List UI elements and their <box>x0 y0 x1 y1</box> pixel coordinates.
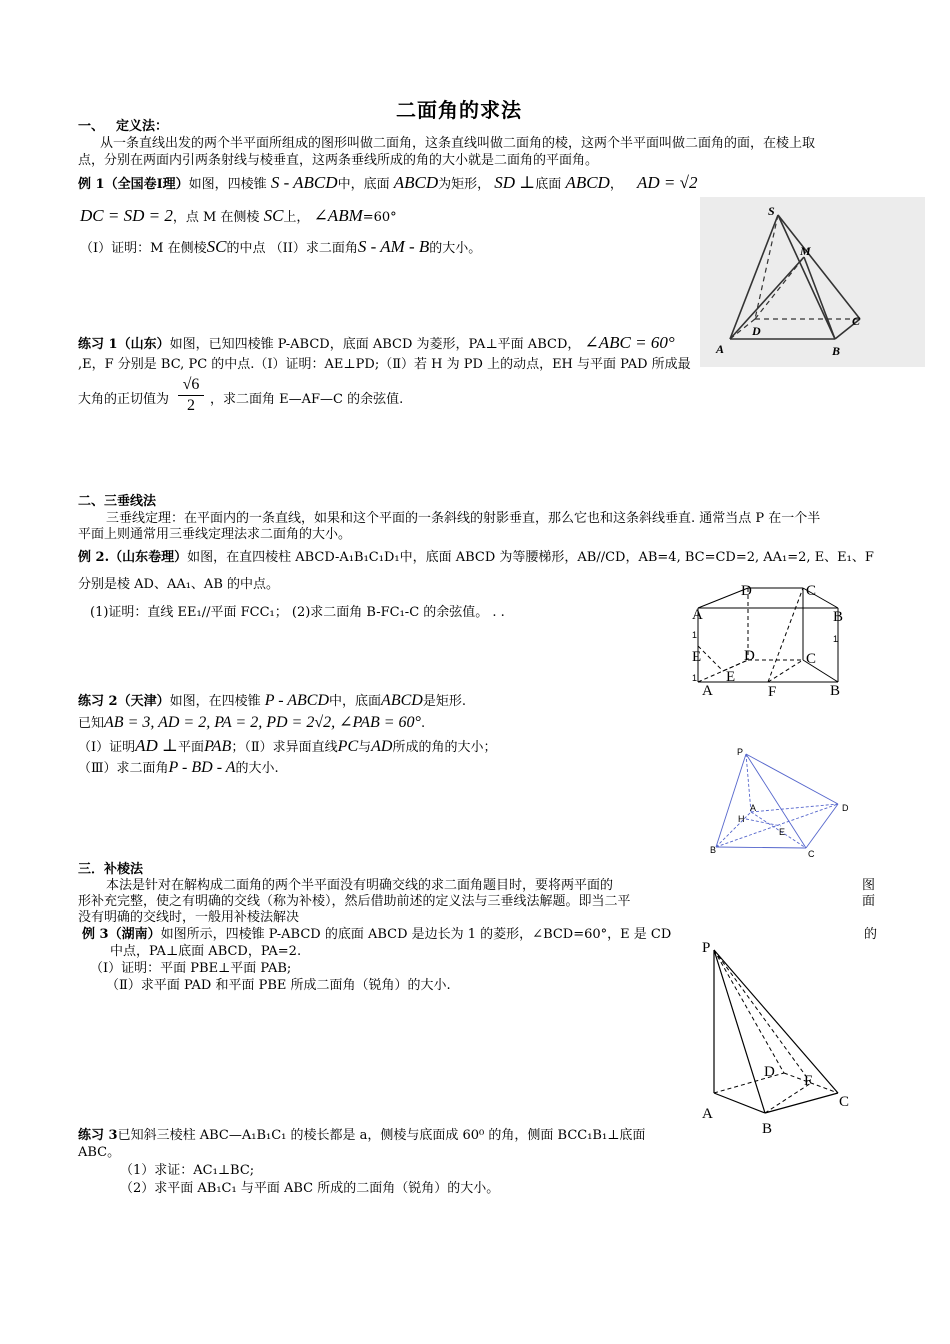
label-A1: A <box>692 607 703 623</box>
practice-2-line1 <box>78 692 466 710</box>
figure-1-pyramid <box>700 197 925 367</box>
example-3-line2: 中点，PA⊥底面 ABCD，PA=2. <box>110 944 302 959</box>
text: =60° <box>362 210 397 225</box>
label-M: M <box>800 244 811 258</box>
example-3-line3: （Ⅰ）证明：平面 PBE⊥平面 PAB; <box>90 961 292 976</box>
s3-definition-line3: 没有明确的交线时，一般用补棱法解决 <box>78 910 300 925</box>
s3-definition-line2: 形补充完整，使之有明确的交线（称为补棱），然后借助前述的定义法与三垂线法解题。即当二平 <box>78 894 631 909</box>
page-title: 二面角的求法 <box>396 98 522 122</box>
practice-1-line3b: ，求二面角 E—AF—C 的余弦值. <box>210 392 404 407</box>
label-P: P <box>737 747 744 757</box>
section-3-heading: 三．补棱法 <box>78 862 144 877</box>
label-A: A <box>702 1106 713 1122</box>
text: ， <box>609 177 623 192</box>
fraction-denominator: 2 <box>187 397 195 414</box>
fraction-numerator: √6 <box>182 376 200 393</box>
edge-AB <box>714 1093 765 1113</box>
practice-1-line2: ,E，F 分别是 BC, PC 的中点.（Ⅰ）证明：AE⊥PD;（Ⅱ）若 H 为 PD 上的动点，EH 与平面 PAD 所成最 <box>78 357 691 372</box>
label-C: C <box>808 849 815 859</box>
math: ∠ABC = 60° <box>584 333 675 352</box>
label-S: S <box>768 204 775 218</box>
edge-PB <box>714 950 765 1113</box>
figure-1-background <box>700 197 925 367</box>
edge-PC <box>746 754 806 848</box>
practice-2-line2 <box>78 714 425 732</box>
text: 的大小. <box>235 761 279 776</box>
text: ；（Ⅱ）求异面直线 <box>231 740 338 755</box>
label-A: A <box>702 683 713 699</box>
example-1-line2 <box>80 207 397 226</box>
s2-definition-line2: 平面上则通常用三垂线定理法求二面角的大小。 <box>78 527 352 542</box>
text: 如图，四棱锥 <box>188 177 267 192</box>
s1-definition-line1: 从一条直线出发的两个半平面所组成的图形叫做二面角，这条直线叫做二面角的棱，这两个半平面叫做二面角的面，在棱上取 <box>100 136 816 151</box>
math: ABCD <box>565 173 610 192</box>
s1-definition-line2: 点，分别在两面内引两条射线与棱垂直，这两条垂线所成的角的大小就是二面角的平面角。 <box>78 153 599 168</box>
section-1-heading: 定义法： <box>116 119 169 134</box>
s3-definition-line1: 本法是针对在解构成二面角的两个半平面没有明确交线的求二面角题目时，要将两平面的 <box>106 878 614 893</box>
example-3-line1-end: 的 <box>864 927 878 942</box>
label-C: C <box>839 1094 850 1110</box>
label-B: B <box>832 344 841 358</box>
example-1-line1 <box>78 174 697 193</box>
math: S - AM - B <box>357 237 430 256</box>
practice-3-line4: （2）求平面 AB₁C₁ 与平面 ABC 所成的二面角（锐角）的大小。 <box>120 1181 500 1196</box>
math: SC <box>263 206 284 225</box>
label-B: B <box>762 1121 773 1137</box>
text: 与 <box>358 740 372 755</box>
math: SD ⊥ <box>494 173 536 192</box>
practice-1-line1 <box>78 334 675 353</box>
text: 为矩形， <box>438 177 491 192</box>
math: AD <box>371 738 393 755</box>
s3-definition-line1-end: 图 <box>862 878 876 893</box>
example-2-line2: 分别是棱 AD、AA₁、AB 的中点。 <box>78 577 280 592</box>
label-B: B <box>710 845 717 855</box>
figure-2-prism <box>688 578 858 698</box>
label-F: F <box>804 1073 813 1089</box>
example-3-line4: （Ⅱ）求平面 PAD 和平面 PBE 所成二面角（锐角）的大小. <box>106 978 451 993</box>
edge-BC <box>716 847 806 848</box>
edge-PD <box>714 950 784 1073</box>
label-H: H <box>738 814 745 824</box>
math: ∠ABM <box>313 206 363 225</box>
label-C: C <box>852 314 861 328</box>
section-1-number: 一、 <box>78 119 105 134</box>
text: 所成的角的大小； <box>392 740 497 755</box>
math: ABCD <box>381 692 423 709</box>
label-D: D <box>764 1064 775 1080</box>
math: PAB <box>204 738 232 755</box>
edge-PE <box>714 950 811 1083</box>
practice-1-label: 练习 1（山东） <box>78 337 170 352</box>
practice-1-line3a: 大角的正切值为 <box>78 392 170 407</box>
math: AD ⊥ <box>135 736 179 755</box>
fraction-bar <box>178 395 204 396</box>
text: 平面 <box>178 740 205 755</box>
math: DC = SD = 2 <box>80 206 173 225</box>
label-E: E <box>779 827 786 837</box>
practice-2-line3 <box>78 737 496 756</box>
text: 的大小。 <box>429 241 482 256</box>
edge-AD <box>751 804 838 812</box>
text: . <box>420 716 426 731</box>
math: P - BD - A <box>168 759 236 776</box>
edge-FC1 <box>768 588 803 682</box>
label-B: B <box>830 683 841 699</box>
math: PC <box>337 738 359 755</box>
label-D: D <box>842 803 849 813</box>
example-1-line3 <box>80 238 481 257</box>
example-1-label: 例 1（全国卷Ⅰ理） <box>78 177 189 192</box>
practice-3-label: 练习 3 <box>78 1128 118 1143</box>
text: 中，底面 <box>337 177 390 192</box>
label-subscript-b1: 1 <box>833 634 839 644</box>
label-D: D <box>744 648 755 664</box>
edge-E1E <box>698 646 723 671</box>
label-P: P <box>702 940 711 956</box>
practice-2-label: 练习 2（天津） <box>78 694 170 709</box>
text: 底面 <box>535 177 562 192</box>
label-A: A <box>716 342 725 356</box>
label-subscript-e1: 1 <box>692 673 698 683</box>
label-B1: B <box>833 609 844 625</box>
edge-PB <box>716 754 746 847</box>
math: SC <box>206 237 227 256</box>
figure-3-pyramid <box>706 744 856 859</box>
text: ，点 M 在侧棱 <box>172 210 260 225</box>
practice-3-line1 <box>78 1127 645 1144</box>
math: ABCD <box>393 173 439 192</box>
label-F: F <box>768 684 777 700</box>
text: 已知斜三棱柱 ABC—A₁B₁C₁ 的棱长都是 a，侧棱与底面成 60⁰ 的角，侧面 BCC₁B₁⊥底面 <box>117 1128 646 1143</box>
text: 如图，在四棱锥 <box>169 694 261 709</box>
text: （Ⅲ）求二面角 <box>78 761 169 776</box>
edge-CD <box>806 804 838 848</box>
text: 是矩形. <box>422 694 466 709</box>
example-3-line1 <box>82 926 671 943</box>
text: 如图所示，四棱锥 P-ABCD 的底面 ABCD 是边长为 1 的菱形，∠BCD=60°，E 是 CD <box>160 927 672 942</box>
edge-PD <box>746 754 838 804</box>
label-A: A <box>750 803 757 813</box>
example-3-label: 例 3（湖南） <box>82 927 161 942</box>
fraction <box>176 376 206 415</box>
text: 已知 <box>78 716 105 731</box>
example-2-label: 例 2.（山东卷理） <box>78 550 188 565</box>
math: AB = 3, AD = 2, PA = 2, PD = 2√2, ∠PAB = 60° <box>104 714 421 731</box>
figure-4-pyramid <box>700 938 860 1138</box>
label-D1: D <box>741 583 752 599</box>
s3-definition-line2-end: 面 <box>862 894 876 909</box>
edge-PC <box>714 950 838 1093</box>
label-E1: E <box>692 649 702 665</box>
math: AD = √2 <box>636 173 698 192</box>
text: 的中点 （II）求二面角 <box>226 241 358 256</box>
text: （I）证明：M 在侧棱 <box>80 241 207 256</box>
practice-2-line4 <box>78 759 279 777</box>
label-E: E <box>726 669 736 685</box>
label-subscript-a1: 1 <box>692 630 698 640</box>
text: 上， <box>283 210 310 225</box>
text: （Ⅰ）证明 <box>78 740 136 755</box>
edge-FC <box>768 660 803 682</box>
math: S - ABCD <box>270 173 338 192</box>
edge-HE <box>746 819 781 826</box>
label-D: D <box>752 324 761 338</box>
practice-3-line2: ABC。 <box>78 1145 121 1160</box>
section-2-heading: 二、三垂线法 <box>78 494 157 509</box>
edge-BC <box>765 1093 838 1113</box>
math: P - ABCD <box>264 692 330 709</box>
text: 中，底面 <box>329 694 382 709</box>
text: 如图，在直四棱柱 ABCD-A₁B₁C₁D₁中，底面 ABCD 为等腰梯形，AB//CD，AB=4, BC=CD=2, AA₁=2, E、E₁、F <box>187 550 874 565</box>
s2-definition-line1: 三垂线定理：在平面内的一条直线，如果和这个平面的一条斜线的射影垂直，那么它也和这条斜线垂直. 通常当点 P 在一个半 <box>106 511 821 526</box>
example-2-line1 <box>78 549 874 566</box>
text: 如图，已知四棱锥 P-ABCD，底面 ABCD 为菱形，PA⊥平面 ABCD， <box>169 337 581 352</box>
practice-3-line3: （1）求证：AC₁⊥BC; <box>120 1163 255 1178</box>
label-C1: C <box>806 583 817 599</box>
label-C: C <box>806 651 817 667</box>
example-2-line3: (1)证明：直线 EE₁//平面 FCC₁； (2)求二面角 B-FC₁-C 的余弦值。 . . <box>90 605 505 620</box>
